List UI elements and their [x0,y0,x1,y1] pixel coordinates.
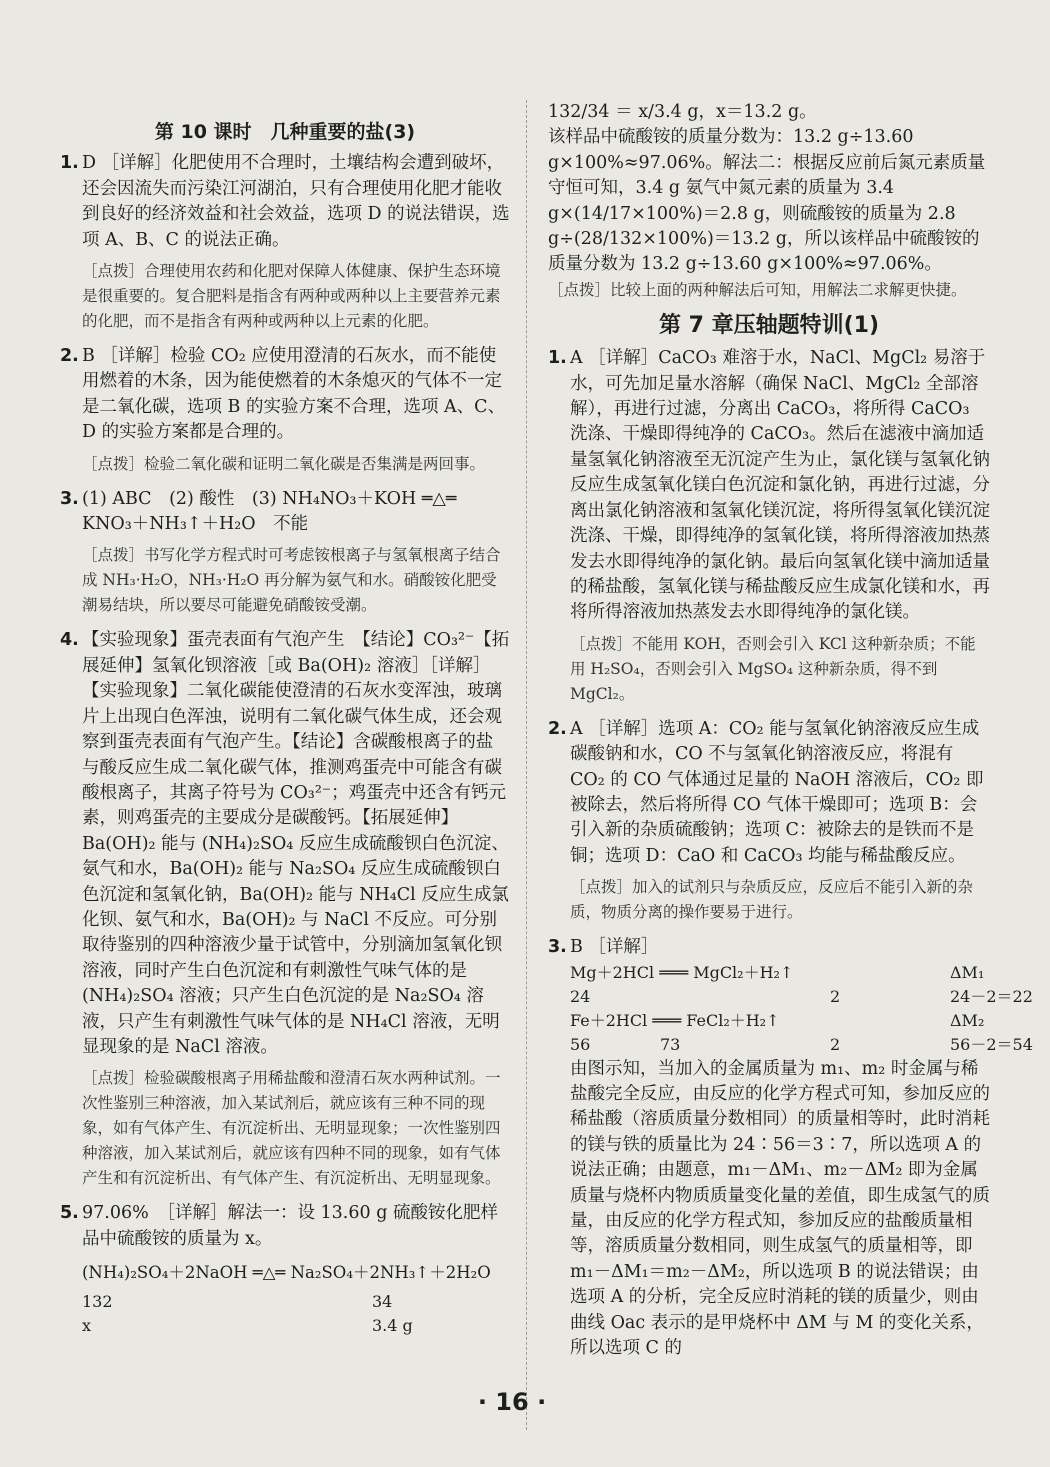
bullet: · [477,1388,487,1416]
tip-note: ［点拨］加入的试剂只与杂质反应，反应后不能引入新的杂质，物质分离的操作要易于进行。 [570,878,974,922]
tip-note: ［点拨］比较上面的两种解法后可知，用解法二求解更快捷。 [548,280,967,299]
bullet: · [537,1388,547,1416]
lesson-title: 第 10 课时 几种重要的盐(3) [154,121,416,143]
cell: 24－2＝22 [950,986,1033,1006]
cell: ΔM₁ [950,962,985,982]
cell: Fe＋2HCl ═══ FeCl₂＋H₂↑ [570,1010,780,1030]
answer-number: 3. [548,937,567,958]
cell [202,1290,372,1314]
cell [660,985,830,1009]
tip-note: ［点拨］不能用 KOH，否则会引入 KCl 这种新杂质；不能用 H₂SO₄，否则会引入 MgSO₄ 这种新杂质，得不到 MgCl₂。 [570,634,976,703]
answer-2 [548,717,990,869]
answer-number: 2. [60,346,79,367]
right-column [548,100,1033,1367]
cell: 73 [660,1034,681,1054]
mass-ratio-row [60,1290,510,1314]
answer-number: 2. [548,718,567,739]
chemical-equation: (NH₄)₂SO₄＋2NaOH ═△═ Na₂SO₄＋2NH₃↑＋2H₂O [82,1263,491,1283]
continued-text: 该样品中硫酸铵的质量分数为：13.2 g÷13.60 g×100%≈97.06%。解法二：根据反应前后氮元素质量守恒可知，3.4 g 氨气中氮元素的质量为 3.4 g×(14/17×100%)＝2.8 g，则硫酸铵的质量为 2.8 g÷(28/132×100%)＝13.2 g，所以该样品中硫酸铵的质量分数为 13.2 g÷13.60 g×100%≈97.06%。 [548,127,986,275]
answer-1 [60,151,510,253]
answer-head: B ［详解］ [570,937,659,958]
column-divider [526,100,528,1430]
answer-text: 由图示知，当加入的金属质量为 m₁、m₂ 时金属与稀盐酸完全反应，由反应的化学方程式可知，参加反应的稀盐酸（溶质质量分数相同）的质量相等时，此时消耗的镁与铁的质量比为 24∶56＝3∶7，所以选项 A 的说法正确；由题意，m₁－ΔM₁、m₂－ΔM₂ 即为金属质量与烧杯内物质质量变化量的差值，即生成氢气的质量，由反应的化学方程式知，参加反应的盐酸质量相等，溶质质量分数相同，则生成氢气的质量相等，即 m₁－ΔM₁＝m₂－ΔM₂，所以选项 B 的说法错误；由选项 A 的分析，完全反应时消耗的镁的质量少，则由曲线 Oac 表示的是甲烧杯中 ΔM 与 M 的变化关系，所以选项 C 的 [570,1058,990,1359]
answer-2 [60,344,510,446]
answer-text: B ［详解］检验 CO₂ 应使用澄清的石灰水，而不能使用燃着的木条，因为能使燃着的木条熄灭的气体不一定是二氧化碳，选项 B 的实验方案不合理，选项 A、C、D 的实验方案都是合理的。 [82,346,506,443]
tip-note: ［点拨］检验碳酸根离子用稀盐酸和澄清石灰水两种试剂。一次性鉴别三种溶液，加入某试剂后，就应该有三种不同的现象，如有气体产生、有沉淀析出、无明显现象；一次性鉴别四种溶液，加入某试剂后，就应该有四种不同的现象，如有气体产生和有沉淀析出、有气体产生、有沉淀析出、无明显现象。 [82,1069,501,1188]
answer-text: A ［详解］CaCO₃ 难溶于水，NaCl、MgCl₂ 易溶于水，可先加足量水溶解（确保 NaCl、MgCl₂ 全部溶解），再进行过滤，分离出 CaCO₃，将所得 CaCO₃ 洗涤、干燥即得纯净的 CaCO₃。然后在滤液中滴加适量氢氧化钠溶液至无沉淀产生为止，氯化镁与氢氧化钠反应生成氢氧化镁白色沉淀和氯化钠，再进行过滤，分离出氯化钠溶液和氢氧化镁沉淀，将所得氢氧化镁沉淀洗涤、干燥，即得纯净的氢氧化镁，将所得溶液加热蒸发去水即得纯净的氯化钠。最后向氢氧化镁中滴加适量的稀盐酸，氢氧化镁与稀盐酸反应生成氯化镁和水，再将所得溶液加热蒸发去水即得纯净的氯化镁。 [570,348,990,623]
answer-text: 【实验现象】蛋壳表面有气泡产生 【结论】CO₃²⁻【拓展延伸】氢氧化钡溶液［或 Ba(OH)₂ 溶液］［详解］【实验现象】二氧化碳能使澄清的石灰水变浑浊，玻璃片上出现白色浑浊，说明有二氧化碳气体生成，还会观察到蛋壳表面有气泡产生。【结论】含碳酸根离子的盐与酸反应生成二氧化碳气体，推测鸡蛋壳中可能含有碳酸根离子，其离子符号为 CO₃²⁻；鸡蛋壳中还含有钙元素，则鸡蛋壳的主要成分是碳酸钙。【拓展延伸】Ba(OH)₂ 能与 (NH₄)₂SO₄ 反应生成硫酸钡白色沉淀、氨气和水，Ba(OH)₂ 能与 Na₂SO₄ 反应生成硫酸钡白色沉淀和氢氧化钠，Ba(OH)₂ 能与 NH₄Cl 反应生成氯化钡、氨气和水，Ba(OH)₂ 与 NaCl 不反应。可分别取待鉴别的四种溶液少量于试管中，分别滴加氢氧化钡溶液，同时产生白色沉淀和有刺激性气味气体的是 (NH₄)₂SO₄ 溶液；只产生白色沉淀的是 Na₂SO₄ 溶液，只产生有刺激性气味气体的是 NH₄Cl 溶液，无明显现象的是 NaCl 溶液。 [82,630,510,1057]
cell: x [82,1315,92,1335]
equation-row [570,961,990,985]
page-number-value: 16 [495,1388,529,1416]
answer-3 [548,935,1033,1361]
answer-1 [548,346,990,625]
tip-note: ［点拨］合理使用农药和化肥对保障人体健康、保护生态环境是很重要的。复合肥料是指含有两种或两种以上主要营养元素的化肥，而不是指含有两种或两种以上元素的化肥。 [82,262,501,331]
cell [202,1314,372,1338]
cell: 56－2＝54 [950,1034,1033,1054]
continued-calculation: 132/34 ＝ x/3.4 g，x＝13.2 g。 [548,102,817,122]
chapter-title: 第 7 章压轴题特训(1) [658,312,880,338]
answer-text: (1) ABC (2) 酸性 (3) NH₄NO₃＋KOH ═△═ KNO₃＋NH₃↑＋H₂O 不能 [82,488,457,535]
cell: 24 [570,986,591,1006]
answer-text: 97.06% ［详解］解法一：设 13.60 g 硫酸铵化肥样品中硫酸铵的质量为 x。 [82,1203,498,1249]
cell: 132 [82,1291,113,1311]
answer-3 [60,487,510,538]
equation-row [570,985,1033,1009]
answer-text: D ［详解］化肥使用不合理时，土壤结构会遭到破坏，还会因流失而污染江河湖泊，只有合理使用化肥才能收到良好的经济效益和社会效益，选项 D 的说法错误，选项 A、B、C 的说法正确。 [82,153,510,250]
answer-4 [60,628,510,1060]
tip-note: ［点拨］书写化学方程式时可考虑铵根离子与氢氧根离子结合成 NH₃·H₂O，NH₃·H₂O 再分解为氨气和水。硝酸铵化肥受潮易结块，所以要尽可能避免硝酸铵受潮。 [82,546,501,615]
cell: 2 [830,986,841,1006]
cell: Mg＋2HCl ═══ MgCl₂＋H₂↑ [570,962,794,982]
cell: 2 [830,1034,841,1054]
answer-number: 1. [548,348,567,369]
answer-number: 1. [60,153,79,174]
answer-number: 5. [60,1203,79,1224]
cell: 34 [372,1291,393,1311]
left-column [60,100,510,1338]
equation-row [570,1033,1033,1057]
cell: 3.4 g [372,1315,413,1335]
equation-row [570,1009,990,1033]
cell: 56 [570,1034,591,1054]
answer-5 [60,1201,510,1252]
tip-note: ［点拨］检验二氧化碳和证明二氧化碳是否集满是两回事。 [82,454,486,473]
mass-value-row [60,1314,510,1338]
answer-text: A ［详解］选项 A：CO₂ 能与氢氧化钠溶液反应生成碳酸钠和水，CO 不与氢氧化钠溶液反应，将混有 CO₂ 的 CO 气体通过足量的 NaOH 溶液后，CO₂ 即被除去，然后将所得 CO 气体干燥即可；选项 B：会引入新的杂质硫酸钠；选项 C：被除去的是铁而不是铜；选项 D：CaO 和 CaCO₃ 均能与稀盐酸反应。 [570,718,984,866]
answer-number: 3. [60,488,79,509]
answer-number: 4. [60,630,79,651]
page-number [0,1388,1024,1416]
cell: ΔM₂ [950,1010,985,1030]
